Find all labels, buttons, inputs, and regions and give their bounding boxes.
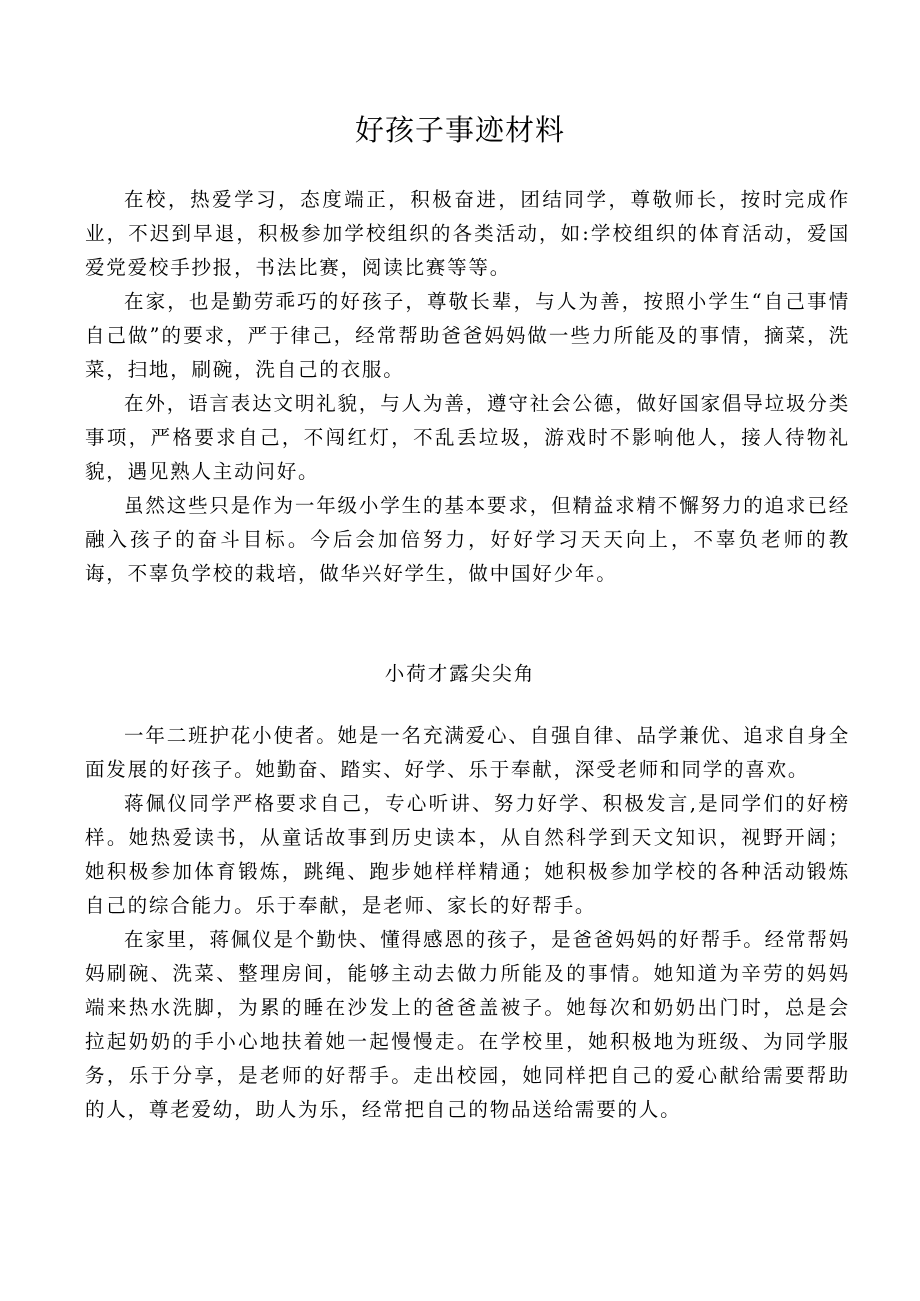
paragraph-outside: 在外，语言表达文明礼貌，与人为善，遵守社会公德，做好国家倡导垃圾分类事项，严格要求自己，不闯红灯，不乱丢垃圾，游戏时不影响他人，接人待物礼貌，遇见熟人主动问好。: [85, 392, 850, 483]
paragraph-study: 蒋佩仪同学严格要求自己，专心听讲、努力好学、积极发言,是同学们的好榜样。她热爱读书，从童话故事到历史读本，从自然科学到天文知识，视野开阔；她积极参加体育锻炼，跳绳、跑步她样样精通；她积极参加学校的各种活动锻炼自己的综合能力。乐于奉献，是老师、家长的好帮手。: [85, 792, 850, 917]
section-school-home-outside: [85, 183, 850, 591]
paragraph-conclusion: 虽然这些只是作为一年级小学生的基本要求，但精益求精不懈努力的追求已经融入孩子的奋斗目标。今后会加倍努力，好好学习天天向上，不辜负老师的教诲，不辜负学校的栽培，做华兴好学生，做中国好少年。: [85, 494, 850, 585]
paragraph-at-home: 在家，也是勤劳乖巧的好孩子，尊敬长辈，与人为善，按照小学生“自己事情自己做”的要求，严于律己，经常帮助爸爸妈妈做一些力所能及的事情，摘菜，洗菜，扫地，刷碗，洗自己的衣服。: [85, 290, 850, 381]
section-subtitle: 小荷才露尖尖角: [384, 662, 536, 685]
section-profile: [85, 719, 850, 1127]
paragraph-family-and-school: 在家里，蒋佩仪是个勤快、懂得感恩的孩子，是爸爸妈妈的好帮手。经常帮妈妈刷碗、洗菜、整理房间，能够主动去做力所能及的事情。她知道为辛劳的妈妈端来热水洗脚，为累的睡在沙发上的爸爸盖被子。她每次和奶奶出门时，总是会拉起奶奶的手小心地扶着她一起慢慢走。在学校里，她积极地为班级、为同学服务，乐于分享，是老师的好帮手。走出校园，她同样把自己的爱心献给需要帮助的人，尊老爱幼，助人为乐，经常把自己的物品送给需要的人。: [85, 928, 850, 1121]
paragraph-introduction: 一年二班护花小使者。她是一名充满爱心、自强自律、品学兼优、追求自身全面发展的好孩子。她勤奋、踏实、好学、乐于奉献，深受老师和同学的喜欢。: [85, 724, 850, 781]
paragraph-at-school: 在校，热爱学习，态度端正，积极奋进，团结同学，尊敬师长，按时完成作业，不迟到早退，积极参加学校组织的各类活动，如:学校组织的体育活动，爱国爱党爱校手抄报，书法比赛，阅读比赛等等。: [85, 188, 850, 279]
document-title: 好孩子事迹材料: [354, 113, 565, 147]
